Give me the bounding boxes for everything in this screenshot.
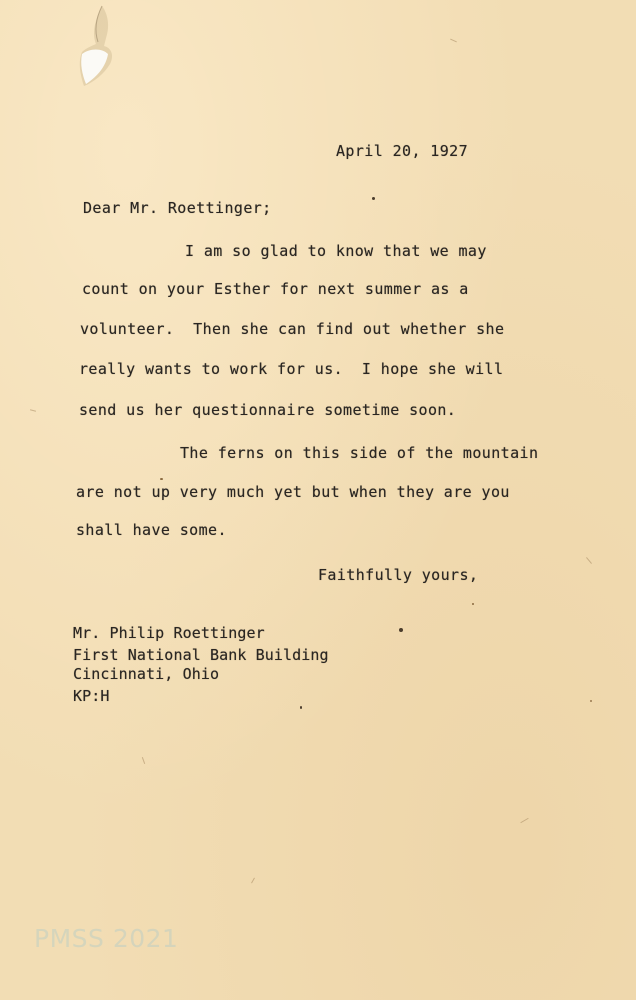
- address-line: Mr. Philip Roettinger: [73, 624, 265, 642]
- address-line: First National Bank Building: [73, 646, 329, 664]
- body-line: count on your Esther for next summer as a: [82, 280, 469, 298]
- reference-initials: KP:H: [73, 687, 110, 705]
- paper-speck: [300, 706, 302, 709]
- torn-paper-mark: [72, 4, 116, 90]
- paper-speck: [472, 603, 474, 605]
- archive-watermark: PMSS 2021: [34, 924, 179, 953]
- body-line: are not up very much yet but when they are you: [76, 483, 510, 501]
- paper-fiber: [251, 878, 255, 884]
- paper-fiber: [586, 557, 592, 564]
- paper-speck: [372, 197, 375, 200]
- address-line: Cincinnati, Ohio: [73, 665, 220, 683]
- paper-speck: [590, 700, 592, 702]
- paper-fiber: [30, 409, 36, 412]
- paper-speck: [399, 628, 403, 632]
- letter-date: April 20, 1927: [336, 142, 469, 160]
- body-line: shall have some.: [76, 521, 227, 539]
- body-line: really wants to work for us. I hope she will: [79, 360, 504, 378]
- body-line: I am so glad to know that we may: [185, 242, 487, 260]
- paper-speck: [160, 478, 163, 480]
- body-line: send us her questionnaire sometime soon.: [79, 401, 457, 419]
- paper-fiber: [450, 39, 457, 43]
- body-line: volunteer. Then she can find out whether she: [80, 320, 505, 338]
- closing: Faithfully yours,: [318, 566, 479, 584]
- paper-fiber: [520, 818, 528, 823]
- salutation: Dear Mr. Roettinger;: [83, 199, 272, 217]
- body-line: The ferns on this side of the mountain: [180, 444, 539, 462]
- paper-fiber: [142, 757, 145, 764]
